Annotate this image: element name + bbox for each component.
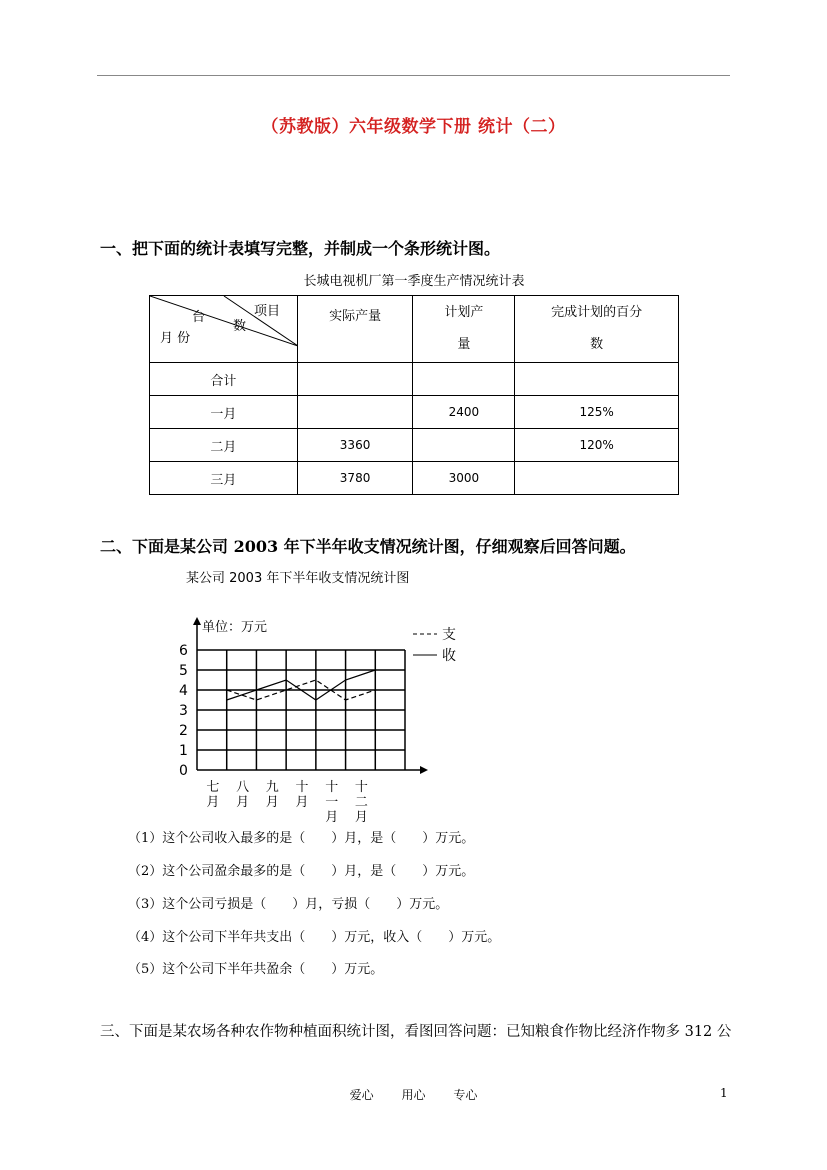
table-header-row xyxy=(150,296,679,363)
col-plan-line2: 量 xyxy=(457,337,471,352)
table-row xyxy=(150,429,679,462)
row-pct xyxy=(515,363,679,396)
row-actual: 3360 xyxy=(297,429,413,462)
col-pct-line1: 完成计划的百分 xyxy=(551,305,643,320)
row-month: 三月 xyxy=(150,462,298,495)
chart-series xyxy=(227,670,376,700)
y-tick-label: 2 xyxy=(179,723,188,739)
production-table xyxy=(149,295,679,495)
x-tick-label: 月 xyxy=(354,810,368,825)
row-month: 一月 xyxy=(150,396,298,429)
x-tick-label: 十 xyxy=(354,780,368,795)
y-tick-label: 3 xyxy=(179,703,188,719)
page-number: 1 xyxy=(720,1086,728,1100)
footer-item: 专心 xyxy=(453,1088,478,1102)
row-plan: 3000 xyxy=(413,462,515,495)
diagonal-header-cell xyxy=(150,296,298,363)
table-row xyxy=(150,363,679,396)
y-axis-arrow xyxy=(193,617,201,625)
x-tick-label: 月 xyxy=(236,795,250,810)
row-month: 二月 xyxy=(150,429,298,462)
x-tick-label: 一 xyxy=(325,795,339,810)
x-tick-label: 九 xyxy=(265,780,279,795)
row-pct: 120% xyxy=(515,429,679,462)
legend-label: 收 xyxy=(442,648,456,664)
row-actual: 3780 xyxy=(297,462,413,495)
row-month: 合计 xyxy=(150,363,298,396)
chart-legend xyxy=(413,626,456,664)
chart-category-labels xyxy=(206,779,368,825)
section3-heading: 三、下面是某农场各种农作物种植面积统计图，看图回答问题：已知粮食作物比经济作物多 312 公 xyxy=(100,1024,732,1040)
x-tick-label: 月 xyxy=(206,795,220,810)
y-tick-label: 0 xyxy=(179,763,188,779)
chart-unit-label: 单位：万元 xyxy=(202,620,268,635)
col-plan-line1: 计划产 xyxy=(444,305,484,320)
section2-heading: 二、下面是某公司 2003 年下半年收支情况统计图，仔细观察后回答问题。 xyxy=(100,537,636,556)
row-plan: 2400 xyxy=(413,396,515,429)
x-tick-label: 七 xyxy=(206,780,220,795)
header-item-label: 项目 xyxy=(254,304,281,319)
y-tick-label: 1 xyxy=(179,743,188,759)
x-tick-label: 十 xyxy=(325,780,339,795)
x-tick-label: 八 xyxy=(236,780,250,795)
row-plan xyxy=(413,363,515,396)
row-pct xyxy=(515,462,679,495)
y-tick-label: 5 xyxy=(179,663,188,679)
col-pct-line2: 数 xyxy=(590,337,604,352)
row-actual xyxy=(297,363,413,396)
chart-grid xyxy=(197,650,405,770)
income-expense-chart xyxy=(170,610,470,825)
x-tick-label: 月 xyxy=(295,795,309,810)
chart-caption: 某公司 2003 年下半年收支情况统计图 xyxy=(186,571,410,586)
y-tick-label: 4 xyxy=(179,683,188,699)
question-2: （2）这个公司盈余最多的是（ ）月，是（ ）万元。 xyxy=(128,864,475,879)
x-axis-arrow xyxy=(420,766,428,774)
table-caption: 长城电视机厂第一季度生产情况统计表 xyxy=(303,274,525,289)
row-pct: 125% xyxy=(515,396,679,429)
question-4: （4）这个公司下半年共支出（ ）万元，收入（ ）万元。 xyxy=(128,930,501,945)
row-plan xyxy=(413,429,515,462)
header-month-label: 月 份 xyxy=(160,331,191,346)
x-tick-label: 月 xyxy=(325,810,339,825)
series-line-income xyxy=(227,670,376,700)
section1-heading: 一、把下面的统计表填写完整，并制成一个条形统计图。 xyxy=(100,239,501,258)
col-actual-header: 实际产量 xyxy=(297,296,413,363)
row-actual xyxy=(297,396,413,429)
header-tai-label: 台 xyxy=(192,310,206,325)
chart-ticks xyxy=(179,643,188,779)
page-title: （苏教版）六年级数学下册 统计（二） xyxy=(261,117,566,137)
header-rule xyxy=(97,75,730,76)
legend-label: 支 xyxy=(442,627,456,643)
x-tick-label: 十 xyxy=(295,780,309,795)
col-plan-header xyxy=(413,296,515,363)
x-tick-label: 二 xyxy=(354,795,368,810)
question-1: （1）这个公司收入最多的是（ ）月，是（ ）万元。 xyxy=(128,831,475,846)
table-row xyxy=(150,396,679,429)
col-pct-header xyxy=(515,296,679,363)
footer-item: 爱心 xyxy=(349,1088,374,1102)
header-shu-label: 数 xyxy=(233,319,247,334)
table-row xyxy=(150,462,679,495)
page-footer xyxy=(0,1086,827,1103)
footer-item: 用心 xyxy=(401,1088,426,1102)
y-tick-label: 6 xyxy=(179,643,188,659)
question-3: （3）这个公司亏损是（ ）月，亏损（ ）万元。 xyxy=(128,897,449,912)
question-5: （5）这个公司下半年共盈余（ ）万元。 xyxy=(128,962,384,977)
x-tick-label: 月 xyxy=(265,795,279,810)
